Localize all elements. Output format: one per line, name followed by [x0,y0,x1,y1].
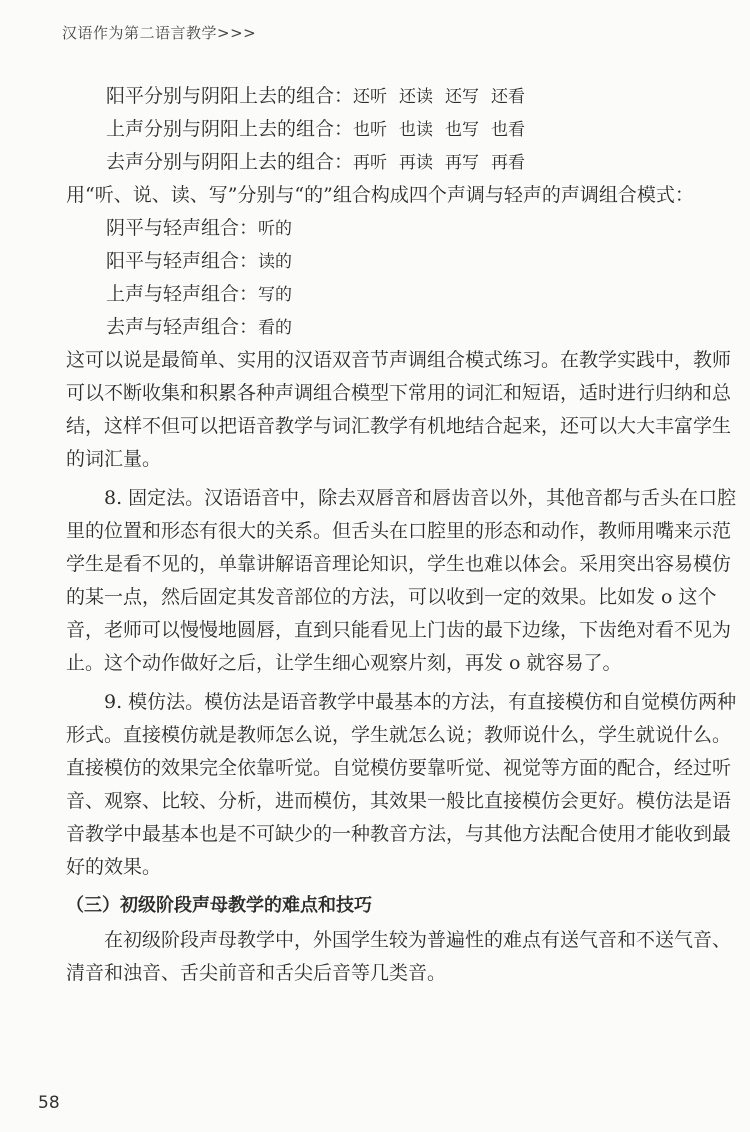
combo-item: 再看 [491,153,526,173]
neutral-item: 读的 [258,252,293,272]
combo-item: 还听 [353,87,388,107]
paragraph-line: 音教学中最基本也是不可缺少的一种教音方法，与其他方法配合使用才能收到最 [66,823,732,845]
paragraph-1 [66,344,732,476]
combo-item: 再写 [445,153,480,173]
combo-line [66,80,696,113]
neutral-label: 阴平与轻声组合： [106,217,259,239]
combo-label: 去声分别与阴阳上去的组合： [106,151,354,173]
neutral-line [66,311,696,344]
paragraph-line: 音，老师可以慢慢地圆唇，直到只能看见上门齿的最下边缘，下齿绝对看不见为 [66,619,732,641]
paragraph-line: 里的位置和形态有很大的关系。但舌头在口腔里的形态和动作，教师用嘴来示范 [66,520,732,542]
paragraph-line: 音、观察、比较、分析，进而模仿，其效果一般比直接模仿会更好。模仿法是语 [66,790,732,812]
neutral-item: 看的 [258,318,293,338]
paragraph-3 [66,686,737,884]
neutral-label: 去声与轻声组合： [106,316,259,338]
paragraph-line: 可以不断收集和积累各种声调组合模型下常用的词汇和短语，适时进行归纳和总 [66,382,732,404]
paragraph-line: 直接模仿的效果完全依靠听觉。自觉模仿要靠听觉、视觉等方面的配合，经过听 [66,757,732,779]
neutral-line [66,278,696,311]
paragraph-line: 9. 模仿法。模仿法是语音教学中最基本的方法，有直接模仿和自觉模仿两种 [104,691,737,713]
paragraph-line: 这可以说是最简单、实用的汉语双音节声调组合模式练习。在教学实践中，教师 [66,349,732,371]
neutral-item: 听的 [258,219,293,239]
combo-item: 也听 [353,120,388,140]
paragraph-line: 形式。直接模仿就是教师怎么说，学生就怎么说；教师说什么，学生就说什么。 [66,724,732,746]
paragraph-line: 的词汇量。 [66,448,162,470]
paragraph-line: 学生是看不见的，单靠讲解语音理论知识，学生也难以体会。采用突出容易模仿 [66,553,732,575]
combo-item: 再听 [353,153,388,173]
intro-line: 用“听、说、读、写”分别与“的”组合构成四个声调与轻声的声调组合模式： [66,184,694,206]
combo-item: 还写 [445,87,480,107]
neutral-item: 写的 [258,285,293,305]
combo-label: 上声分别与阴阳上去的组合： [106,118,354,140]
combo-line [66,113,696,146]
page-number: 58 [38,1093,60,1113]
paragraph-line: 结，这样不但可以把语音教学与词汇教学有机地结合起来，还可以大大丰富学生 [66,415,732,437]
paragraph-line: 在初级阶段声母教学中，外国学生较为普遍性的难点有送气音和不送气音、 [104,929,732,951]
neutral-label: 阳平与轻声组合： [106,250,259,272]
section-heading: （三）初级阶段声母教学的难点和技巧 [66,895,372,916]
combo-item: 还读 [399,87,434,107]
paragraph-line: 的某一点，然后固定其发音部位的方法，可以收到一定的效果。比如发 o 这个 [66,586,717,608]
page-body [66,80,737,990]
paragraph-4 [66,924,732,990]
combo-label: 阳平分别与阴阳上去的组合： [106,85,354,107]
paragraph-2 [66,482,737,680]
neutral-line [66,245,696,278]
combo-line [66,146,696,179]
paragraph-line: 清音和浊音、舌尖前音和舌尖后音等几类音。 [66,962,447,984]
paragraph-line: 止。这个动作做好之后，让学生细心观察片刻，再发 o 就容易了。 [66,652,622,674]
paragraph-line: 好的效果。 [66,856,162,878]
neutral-line [66,212,696,245]
running-header: 汉语作为第二语言教学>>> [62,24,257,42]
combo-item: 也看 [491,120,526,140]
combo-item: 再读 [399,153,434,173]
combo-item: 也读 [399,120,434,140]
combo-item: 还看 [491,87,526,107]
combo-item: 也写 [445,120,480,140]
neutral-label: 上声与轻声组合： [106,283,259,305]
paragraph-line: 8. 固定法。汉语语音中，除去双唇音和唇齿音以外，其他音都与舌头在口腔 [104,487,737,509]
